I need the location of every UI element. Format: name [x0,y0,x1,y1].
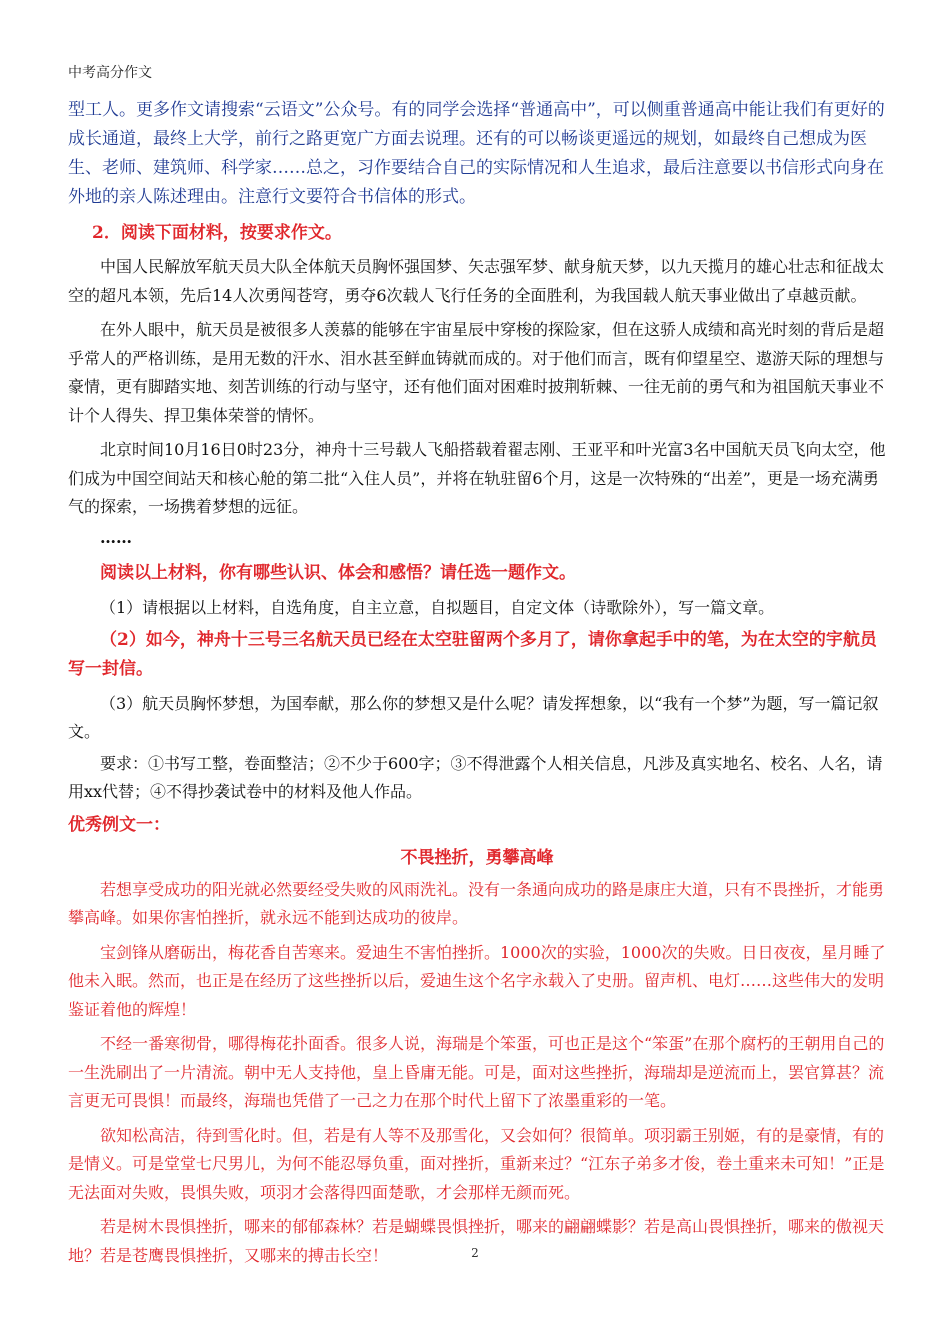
material-paragraph-1: 中国人民解放军航天员大队全体航天员胸怀强国梦、矢志强军梦、献身航天梦，以九天揽月的雄心壮志和征战太空的超凡本领，先后14人次勇闯苍穹，勇夺6次载人飞行任务的全面胜利，为我国载人航天事业做出了卓越贡献。 [68,257,885,305]
page-number: 2 [471,1246,479,1260]
task-option-3: （3）航天员胸怀梦想，为国奉献，那么你的梦想又是什么呢？请发挥想象，以“我有一个梦”为题，写一篇记叙文。 [68,693,879,741]
page-header: 中考高分作文 [68,65,152,81]
question-title: 2．阅读下面材料，按要求作文。 [92,223,342,243]
sample-label: 优秀例文一： [68,814,170,835]
essay-paragraph-5: 若是树木畏惧挫折，哪来的郁郁森林？若是蝴蝶畏惧挫折，哪来的翩翩蝶影？若是高山畏惧挫折，哪来的傲视天地？若是苍鹰畏惧挫折，又哪来的搏击长空！ [68,1217,885,1265]
material-paragraph-2: 在外人眼中，航天员是被很多人羡慕的能够在宇宙星辰中穿梭的探险家，但在这骄人成绩和高光时刻的背后是超乎常人的严格训练，是用无数的汗水、泪水甚至鲜血铸就而成的。对于他们而言，既有仰望星空、遨游天际的理想与豪情，更有脚踏实地、刻苦训练的行动与坚守，还有他们面对困难时披荆斩棘、一往无前的勇气和为祖国航天事业不计个人得失、捍卫集体荣誉的情怀。 [68,320,885,425]
page-content [68,96,886,1276]
task-option-2: （2）如今，神舟十三号三名航天员已经在太空驻留两个多月了，请你拿起手中的笔，为在太空的宇航员写一封信。 [68,629,877,679]
material-ellipsis: …… [100,527,132,547]
essay-paragraph-4: 欲知松高洁，待到雪化时。但，若是有人等不及那雪化，又会如何？很简单。项羽霸王别姬，有的是豪情，有的是情义。可是堂堂七尺男儿，为何不能忍辱负重，面对挫折，重新来过？“江东子弟多才俊，卷土重来未可知！”正是无法面对失败，畏惧失败，项羽才会落得四面楚歌，才会那样无颜而死。 [68,1125,885,1202]
essay-paragraph-3: 不经一番寒彻骨，哪得梅花扑面香。很多人说，海瑞是个笨蛋，可也正是这个“笨蛋”在那个腐朽的王朝用自己的一生洗刷出了一片清流。朝中无人支持他，皇上昏庸无能。可是，面对这些挫折，海瑞却是逆流而上，罢官算甚？流言更无可畏惧！而最终，海瑞也凭借了一己之力在那个时代上留下了浓墨重彩的一笔。 [68,1034,885,1110]
task-option-1: （1）请根据以上材料，自选角度，自主立意，自拟题目，自定文体（诗歌除外），写一篇文章。 [100,597,775,617]
essay-paragraph-1: 若想享受成功的阳光就必然要经受失败的风雨洗礼。没有一条通向成功的路是康庄大道，只有不畏挫折，才能勇攀高峰。如果你害怕挫折，就永远不能到达成功的彼岸。 [68,879,885,927]
task-prompt: 阅读以上材料，你有哪些认识、体会和感悟？请任选一题作文。 [100,562,576,583]
material-paragraph-3: 北京时间10月16日0时23分，神舟十三号载人飞船搭载着翟志刚、王亚平和叶光富3名中国航天员飞向太空，他们成为中国空间站天和核心舱的第二批“入住人员”，并将在轨驻留6个月，这是一次特殊的“出差”，更是一场充满勇气的探索，一场携着梦想的远征。 [68,440,886,516]
essay-title: 不畏挫折，勇攀高峰 [400,847,554,868]
essay-paragraph-2: 宝剑锋从磨砺出，梅花香自苦寒来。爱迪生不害怕挫折。1000次的实验，1000次的失败。日日夜夜，星月睡了他未入眠。然而，也正是在经历了这些挫折以后，爱迪生这个名字永载入了史册。留声机、电灯……这些伟大的发明鉴证着他的辉煌！ [68,942,886,1019]
task-requirements: 要求：①书写工整，卷面整洁；②不少于600字；③不得泄露个人相关信息，凡涉及真实地名、校名、人名，请用xx代替；④不得抄袭试卷中的材料及他人作品。 [68,753,883,801]
intro-paragraph: 型工人。更多作文请搜索“云语文”公众号。有的同学会选择“普通高中”，可以侧重普通高中能让我们有更好的成长通道，最终上大学，前行之路更宽广方面去说理。还有的可以畅谈更遥远的规划，如最终自己想成为医生、老师、建筑师、科学家……总之，习作要结合自己的实际情况和人生追求，最后注意要以书信形式向身在外地的亲人陈述理由。注意行文要符合书信体的形式。 [68,100,885,207]
